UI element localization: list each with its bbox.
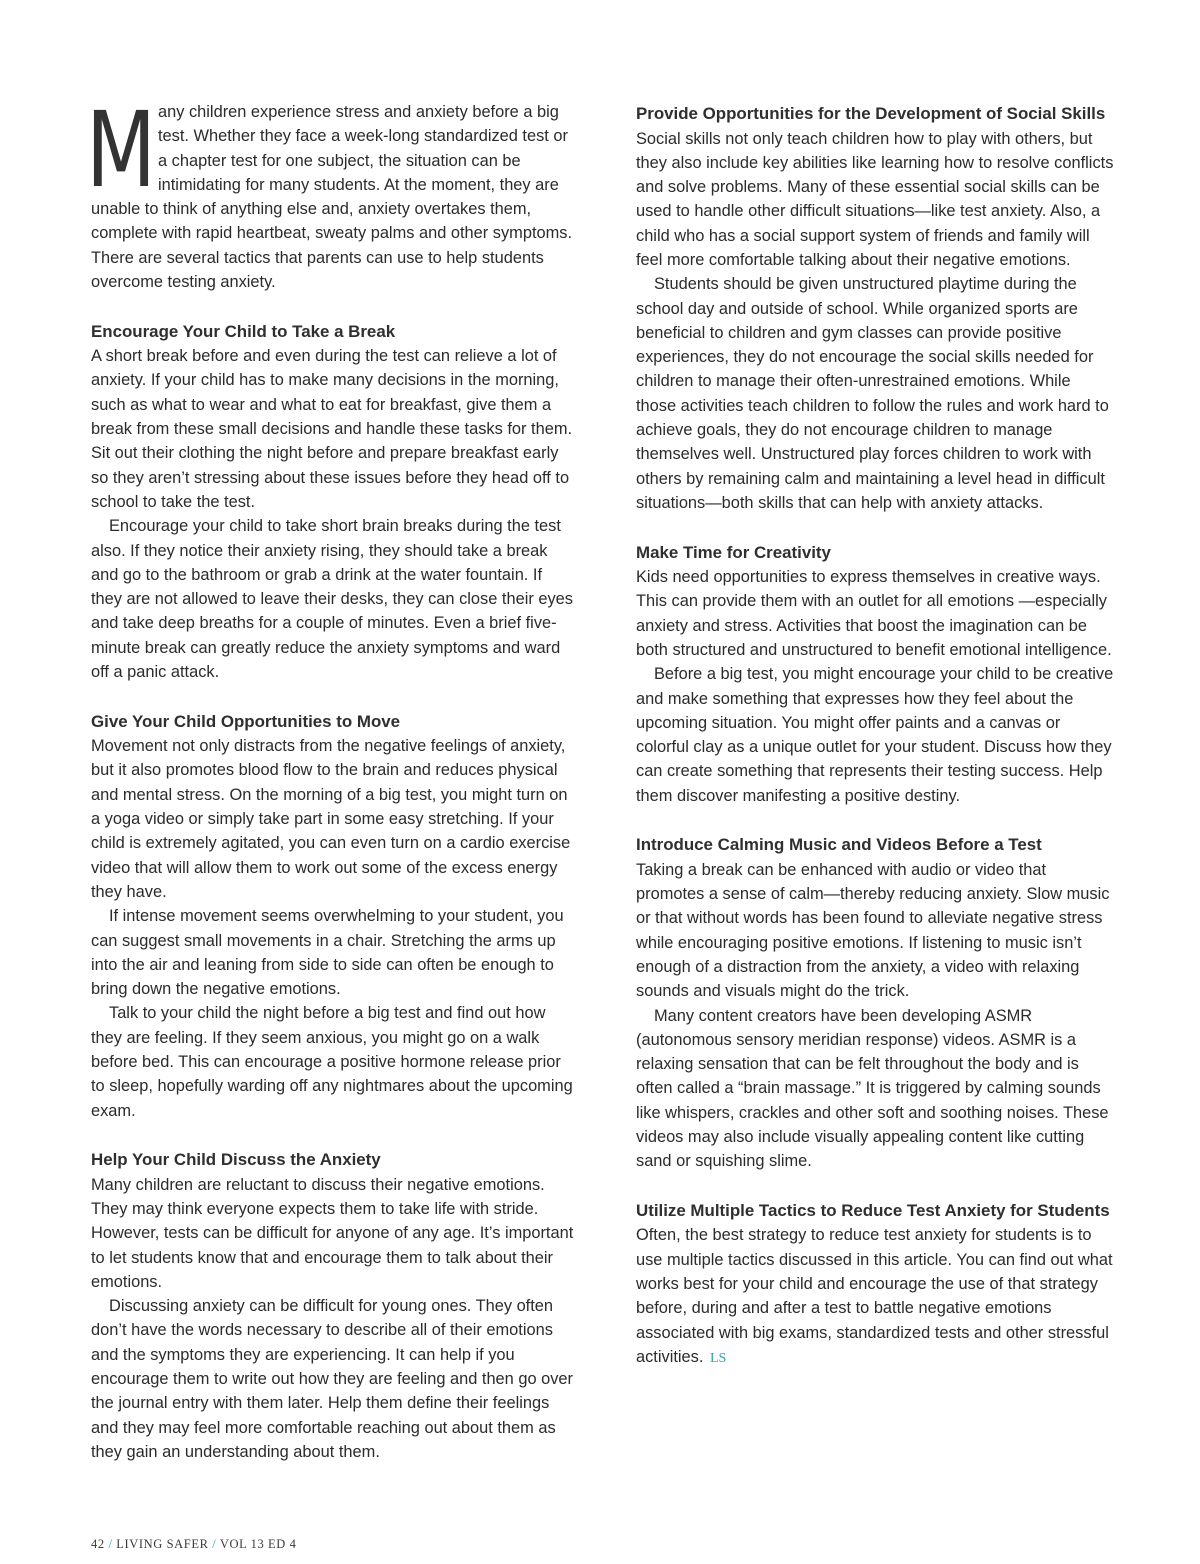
drop-cap: M (86, 89, 156, 211)
left-column (86, 89, 575, 1464)
paragraph: If intense movement seems overwhelming to your student, you can suggest small movements in a chair. Stretching the arms up into the air and leaning from side to side can often be enough to bring down the negative emotions. (91, 907, 564, 999)
intro-paragraph-block (86, 89, 575, 294)
intro-paragraph: any children experience stress and anxiety before a big test. Whether they face a week-long standardized test or a chapter test for one subject, the situation can be intimidating for many students. At the moment, they are unable to think of anything else and, anxiety overtakes them, complete with rapid heartbeat, sweaty palms and other symptoms. There are several tactics that parents can use to help students overcome testing anxiety. (91, 103, 573, 292)
issue-label: VOL 13 ED 4 (219, 1537, 297, 1551)
heading-take-a-break: Encourage Your Child to Take a Break (91, 321, 396, 341)
paragraph: A short break before and even during the test can relieve a lot of anxiety. If your child has to make many decisions in the morning, such as what to wear and what to eat for breakfast, give them a break from these small decisions and handle these tasks for them. Sit out their clothing the night before and prepare breakfast early so they aren’t stressing about these issues before they head off to school to take the test. (91, 347, 573, 511)
paragraph: Before a big test, you might encourage your child to be creative and make something that expresses how they feel about the upcoming situation. You might offer paints and a canvas or colorful clay as a unique outlet for your student. Discuss how they can create something that represents their testing success. Help them discover manifesting a positive destiny. (636, 665, 1114, 805)
paragraph: Movement not only distracts from the negative feelings of anxiety, but it also promotes blood flow to the brain and reduces physical and mental stress. On the morning of a big test, you might turn on a yoga video or simply take part in some easy stretching. If your child is extremely agitated, you can even turn on a cardio exercise video that will allow them to work out some of the excess energy they have. (91, 737, 571, 901)
paragraph: Many children are reluctant to discuss their negative emotions. They may think everyone expects them to take life with stride. However, tests can be difficult for anyone of any age. It’s important to let students know that and encourage them to talk about their emotions. (91, 1175, 574, 1291)
heading-calming-music: Introduce Calming Music and Videos Before a Test (636, 835, 1042, 855)
paragraph-text: Often, the best strategy to reduce test anxiety for students is to use multiple tactics discussed in this article. You can find out what works best for your child and encourage the use of that strategy before, during and after a test to battle negative emotions associated with big exams, standardized tests and other stressful activities. (636, 1226, 1113, 1366)
publication-name: LIVING SAFER (116, 1537, 209, 1551)
paragraph: Social skills not only teach children how to play with others, but they also include key abilities like learning how to resolve conflicts and solve problems. Many of these essential social skills can be used to handle other difficult situations—like test anxiety. Also, a child who has a social support system of friends and family will feel more comfortable talking about their negative emotions. (636, 129, 1114, 269)
footer-separator: / (108, 1537, 113, 1551)
page-footer (91, 1537, 296, 1552)
footer-separator: / (212, 1537, 217, 1551)
paragraph-final (636, 1223, 1114, 1371)
heading-discuss-anxiety: Help Your Child Discuss the Anxiety (91, 1150, 381, 1170)
paragraph: Encourage your child to take short brain breaks during the test also. If they notice their anxiety rising, they should take a break and go to the bathroom or grab a drink at the water fountain. If they are not allowed to leave their desks, they can close their eyes and take deep breaths for a couple of minutes. Even a brief five-minute break can greatly reduce the anxiety symptoms and ward off a panic attack. (91, 517, 573, 682)
heading-opportunities-to-move: Give Your Child Opportunities to Move (91, 711, 401, 731)
paragraph: Many content creators have been developing ASMR (autonomous sensory meridian response) videos. ASMR is a relaxing sensation that can be felt throughout the body and is often called a “brain massage.” It is triggered by calming sounds like whispers, crackles and other soft and soothing noises. These videos may also include visually appealing content like cutting sand or squishing slime. (636, 1006, 1109, 1171)
heading-multiple-tactics: Utilize Multiple Tactics to Reduce Test Anxiety for Students (636, 1200, 1110, 1220)
paragraph: Talk to your child the night before a big test and find out how they are feeling. If they seem anxious, you might go on a walk before bed. This can encourage a positive hormone release prior to sleep, hopefully warding off any nightmares about the upcoming exam. (91, 1004, 573, 1120)
paragraph: Taking a break can be enhanced with audio or video that promotes a sense of calm—thereby reducing anxiety. Slow music or that without words has been found to alleviate negative stress while encouraging positive emotions. If listening to music isn’t enough of a distraction from the anxiety, a video with relaxing sounds and visuals might do the trick. (636, 860, 1110, 1001)
paragraph: Kids need opportunities to express themselves in creative ways. This can provide them with an outlet for all emotions —especially anxiety and stress. Activities that boost the imagination can be both structured and unstructured to benefit emotional intelligence. (636, 568, 1112, 659)
heading-creativity: Make Time for Creativity (636, 542, 831, 562)
paragraph: Students should be given unstructured playtime during the school day and outside of school. While organized sports are beneficial to children and gym classes can provide positive experiences, they do not encourage the social skills needed for children to manage their often-unrestrained emotions. While those activities teach children to follow the rules and work hard to achieve goals, they do not encourage children to manage themselves well. Unstructured play forces children to work with others by remaining calm and maintaining a level head in difficult situations—both skills that can help with anxiety attacks. (636, 275, 1109, 512)
end-mark-logo: LS (709, 1350, 727, 1366)
paragraph: Discussing anxiety can be difficult for young ones. They often don’t have the words necessary to describe all of their emotions and the symptoms they are experiencing. It can help if you encourage them to write out how they are feeling and then go over the journal entry with them later. Help them define their feelings and they may feel more comfortable reaching out about them as they gain an understanding about them. (91, 1297, 574, 1461)
page-number: 42 (91, 1537, 105, 1551)
heading-social-skills: Provide Opportunities for the Development of Social Skills (636, 104, 1106, 123)
right-column (636, 100, 1114, 1371)
